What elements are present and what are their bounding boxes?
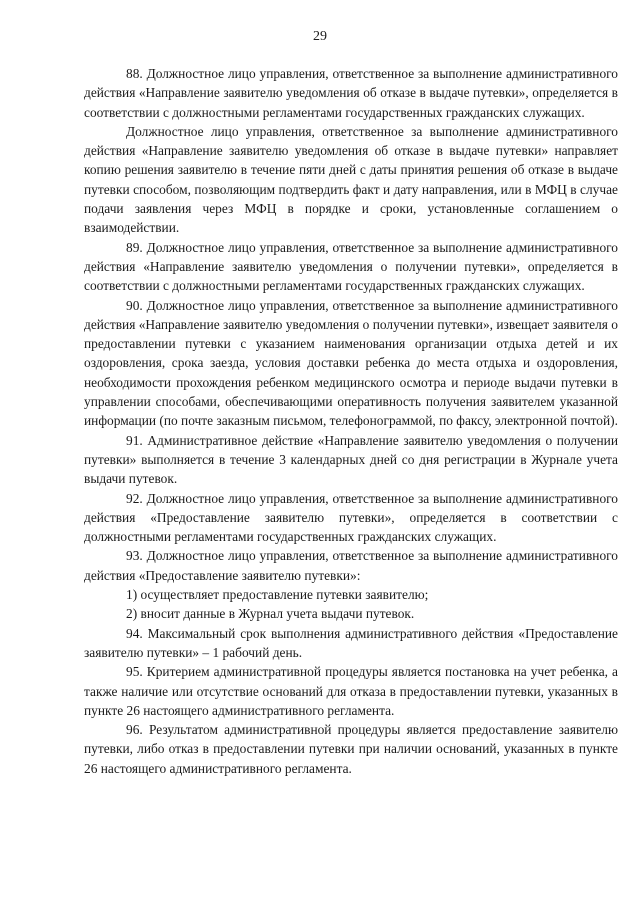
paragraph-93-item-2: 2) вносит данные в Журнал учета выдачи путевок. (126, 606, 415, 622)
page-number: 29 (313, 29, 327, 44)
paragraph-96: 96. Результатом административной процедуры является предоставление заявителю путевки, либо отказ в предоставлении путевки при наличии оснований, указанных в пункте 26 настоящего административного регламента. (84, 722, 618, 776)
paragraph-88: 88. Должностное лицо управления, ответственное за выполнение административного действия «Направление заявителю уведомления об отказе в выдаче путевки», определяется в соответствии с должностными регламентами государственных гражданских служащих. (84, 66, 618, 120)
paragraph-91: 91. Административное действие «Направление заявителю уведомления о получении путевки» выполняется в течение 3 календарных дней со дня регистрации в Журнале учета выдачи путевок. (84, 432, 618, 487)
paragraph-89: 89. Должностное лицо управления, ответственное за выполнение административного действия «Направление заявителю уведомления о получении путевки», определяется в соответствии с должностными регламентами государственных гражданских служащих. (84, 239, 618, 294)
paragraph-95: 95. Критерием административной процедуры является постановка на учет ребенка, а также наличие или отсутствие оснований для отказа в предоставлении путевки, указанных в пункте 26 настоящего административного регламента. (84, 664, 618, 718)
paragraph-88-continued: Должностное лицо управления, ответственное за выполнение административного действия «Направление заявителю уведомления об отказе в выдаче путевки» направляет копию решения заявителю в течение пяти дней с даты принятия решения об отказе в выдаче путевки способом, позволяющим подтвердить факт и дату направления, или в МФЦ в случае подачи заявления через МФЦ в порядке и сроки, установленные соглашением о взаимодействии. (84, 123, 618, 236)
paragraph-90: 90. Должностное лицо управления, ответственное за выполнение административного действия «Направление заявителю уведомления о получении путевки», извещает заявителя о предоставлении путевки с указанием наименования организации отдыха детей и их оздоровления, срока заезда, условия доставки ребенка до места отдыха и оздоровления, необходимости прохождения ребенком медицинского осмотра и периоде выдачи путевки в управлении способами, обеспечивающими оперативность получения заявителем указанной информации (по почте заказным письмом, телефонограммой, по факсу, электронной почтой). (84, 297, 618, 429)
paragraph-93-item-1: 1) осуществляет предоставление путевки заявителю; (126, 587, 429, 603)
paragraph-94: 94. Максимальный срок выполнения административного действия «Предоставление заявителю путевки» – 1 рабочий день. (84, 625, 618, 660)
document-body (84, 64, 618, 778)
paragraph-92: 92. Должностное лицо управления, ответственное за выполнение административного действия «Предоставление заявителю путевки», определяется в соответствии с должностными регламентами государственных гражданских служащих. (84, 490, 618, 545)
paragraph-93: 93. Должностное лицо управления, ответственное за выполнение административного действия «Предоставление заявителю путевки»: (84, 548, 618, 583)
